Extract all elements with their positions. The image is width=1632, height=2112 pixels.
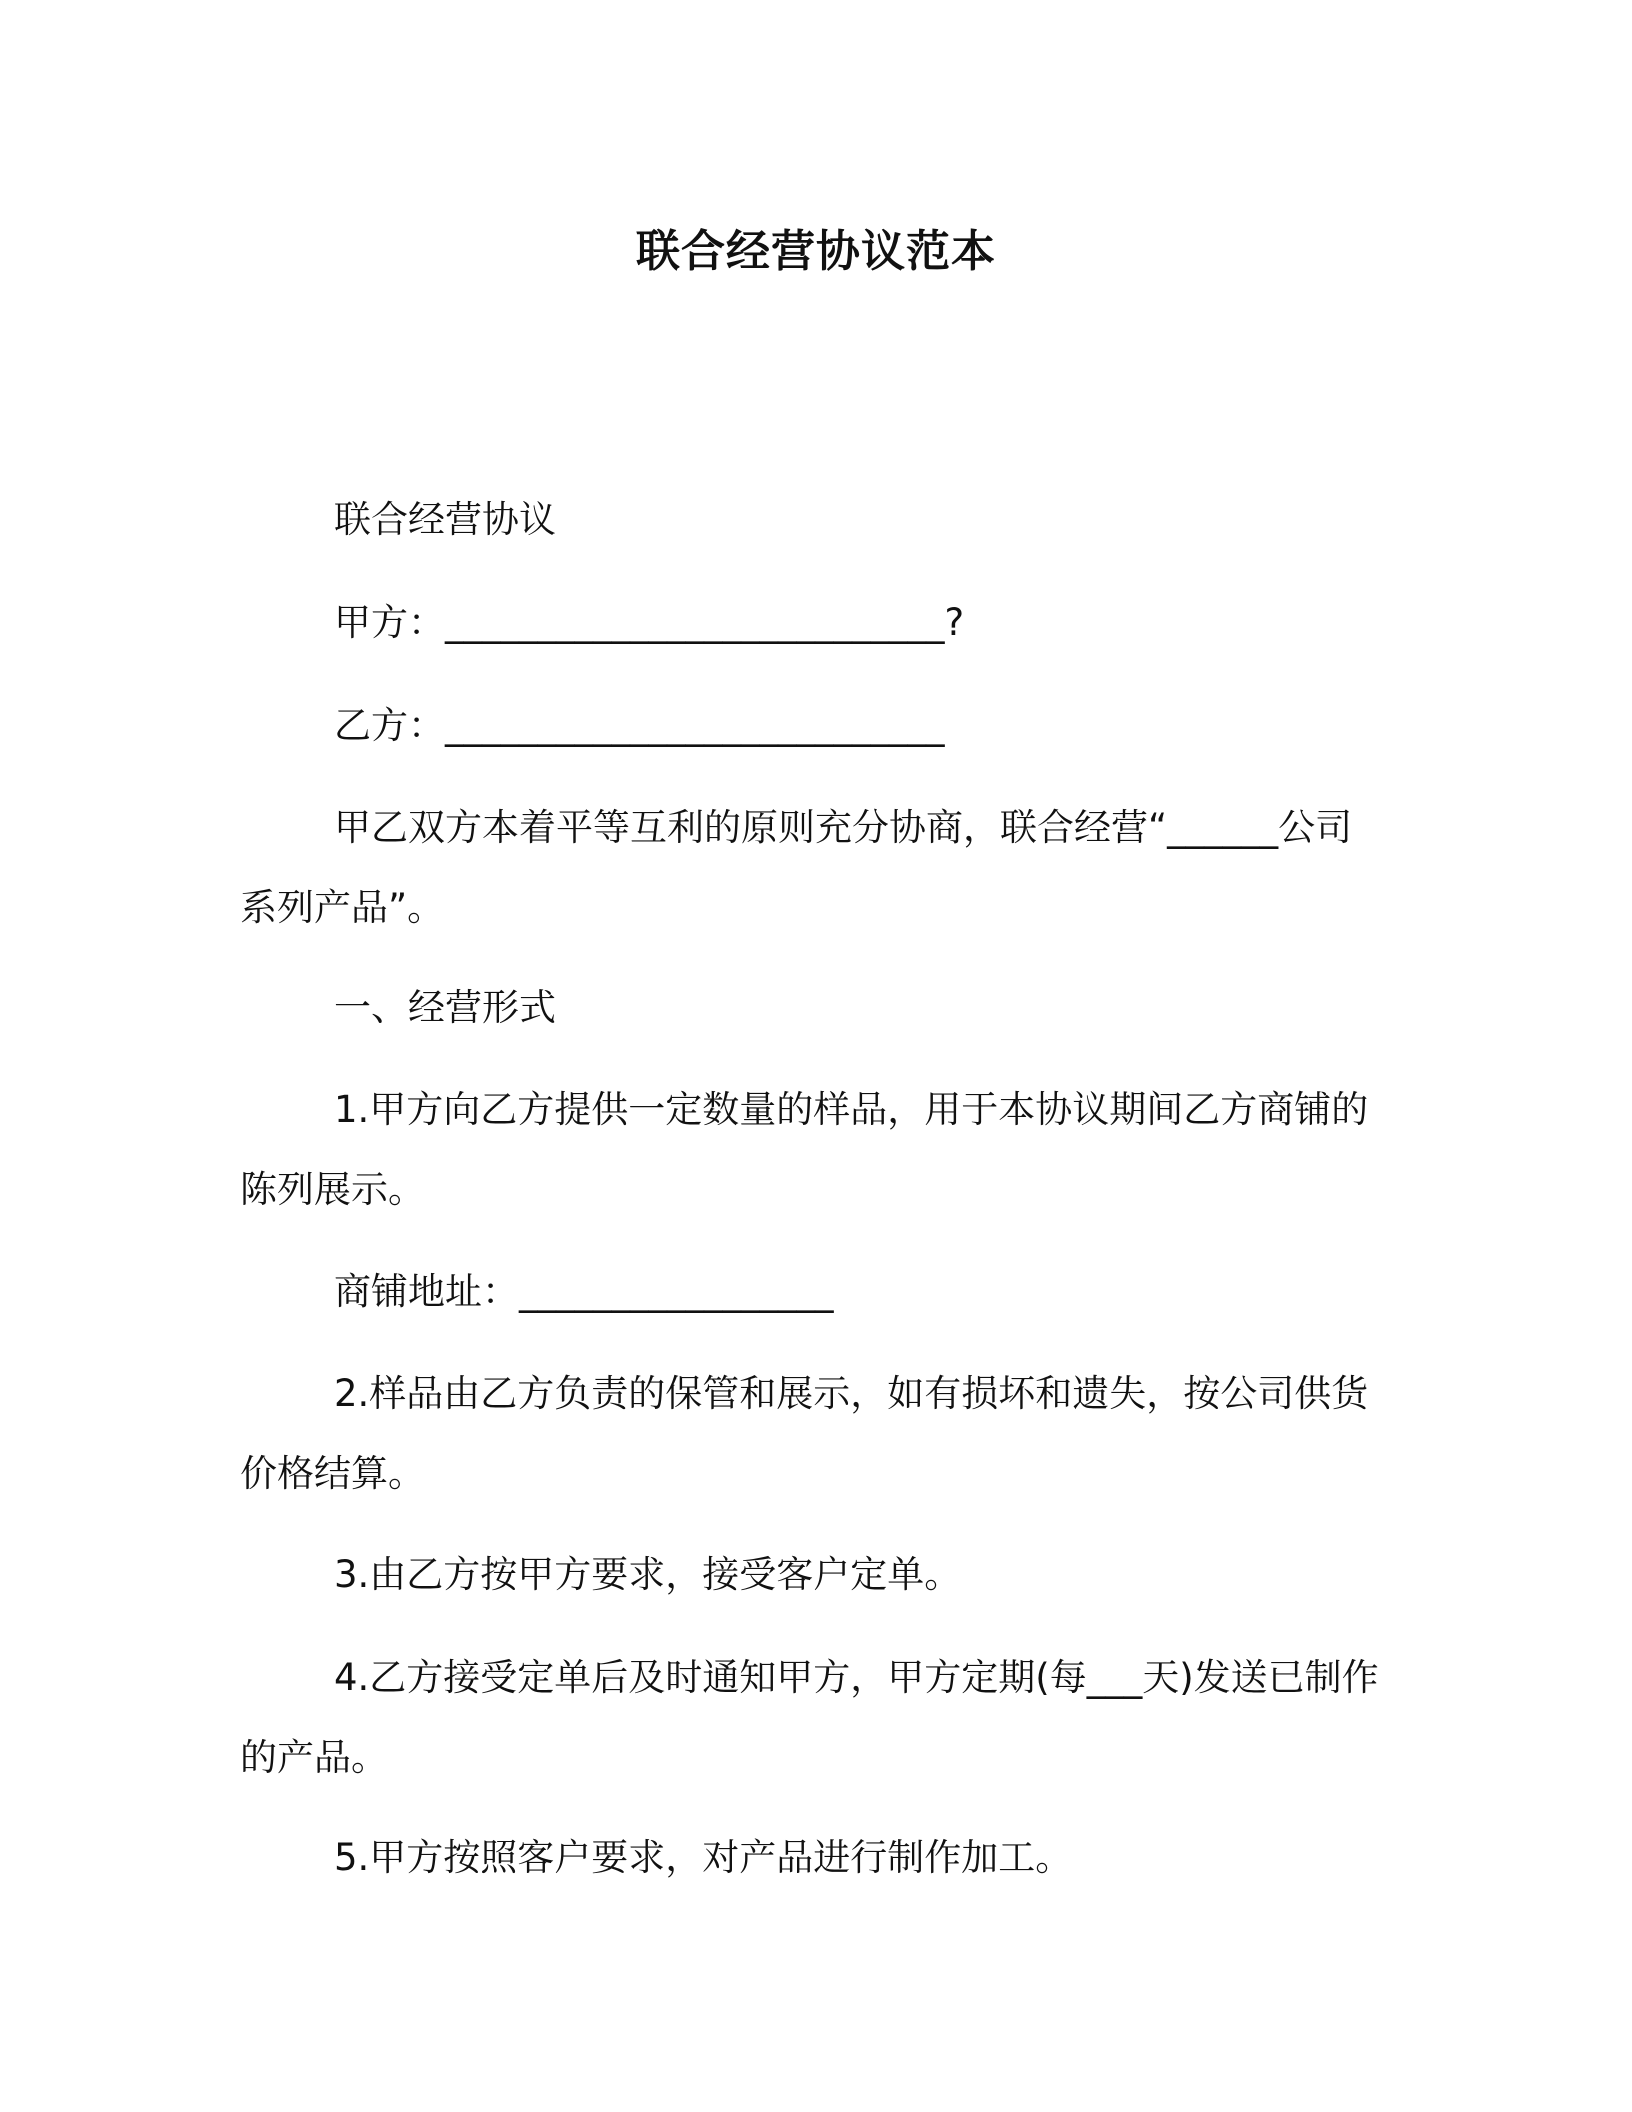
section-heading-business-form: 一、经营形式 xyxy=(334,986,556,1029)
party-b-line: 乙方：___________________________ xyxy=(334,704,945,747)
clause-5: 5.甲方按照客户要求，对产品进行制作加工。 xyxy=(334,1836,1073,1879)
document-title: 联合经营协议范本 xyxy=(636,226,996,277)
clause-3: 3.由乙方按甲方要求，接受客户定单。 xyxy=(334,1553,962,1596)
intro-paragraph: 甲乙双方本着平等互利的原则充分协商，联合经营“______公司系列产品”。 xyxy=(240,806,1353,929)
clause-2: 2.样品由乙方负责的保管和展示，如有损坏和遗失，按公司供货价格结算。 xyxy=(240,1372,1369,1495)
clause-4: 4.乙方接受定单后及时通知甲方，甲方定期(每___天)发送已制作的产品。 xyxy=(240,1656,1379,1779)
shop-address-line: 商铺地址：_________________ xyxy=(334,1270,834,1313)
clause-1: 1.甲方向乙方提供一定数量的样品，用于本协议期间乙方商铺的陈列展示。 xyxy=(240,1088,1369,1211)
agreement-heading: 联合经营协议 xyxy=(334,498,556,541)
party-a-line: 甲方：___________________________? xyxy=(334,601,965,644)
